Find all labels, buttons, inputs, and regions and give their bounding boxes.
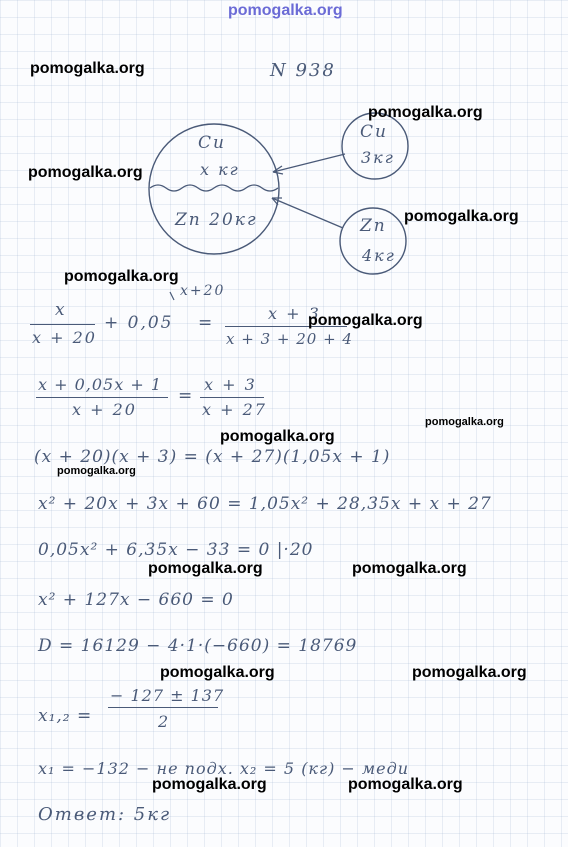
eq1-equals: = — [198, 313, 215, 333]
eq2-equals: = — [178, 386, 195, 406]
roots-label: x₁,₂ = — [38, 706, 93, 726]
eq1-plus: + 0,05 — [104, 313, 174, 333]
line-3: (x + 20)(x + 3) = (x + 27)(1,05x + 1) — [34, 447, 391, 467]
problem-number: N 938 — [270, 60, 336, 81]
eq2-right-den: x + 27 — [202, 400, 267, 419]
wavy-divider — [150, 185, 278, 191]
watermark-10: pomogalka.org — [148, 560, 263, 577]
watermark-6: pomogalka.org — [308, 312, 423, 329]
small-zn-label: Zn — [360, 216, 387, 236]
watermark-7: pomogalka.org — [425, 416, 504, 428]
eq1-annotation: x+20 — [180, 283, 226, 299]
eq1-left-num: x — [55, 300, 67, 320]
answer: Ответ: 5кг — [38, 804, 172, 825]
watermark-12: pomogalka.org — [160, 664, 275, 681]
line-7: D = 16129 − 4·1·(−660) = 18769 — [38, 636, 358, 656]
watermark-11: pomogalka.org — [352, 560, 467, 577]
watermark-14: pomogalka.org — [152, 776, 267, 793]
watermark-4: pomogalka.org — [404, 208, 519, 225]
eq1-left-den: x + 20 — [32, 328, 97, 347]
line-6: x² + 127x − 660 = 0 — [38, 590, 234, 610]
eq2-left-den: x + 20 — [72, 400, 137, 419]
small-zn-mass: 4кг — [362, 246, 396, 265]
line-5: 0,05x² + 6,35x − 33 = 0 |·20 — [38, 540, 314, 560]
eq1-right-num: x + 3 — [268, 304, 321, 323]
eq1-right-den: x + 3 + 20 + 4 — [226, 330, 353, 348]
watermark-5: pomogalka.org — [64, 268, 179, 285]
eq2-right-num: x + 3 — [204, 375, 257, 394]
big-circle-cu-label: Cu — [198, 133, 226, 153]
line-4: x² + 20x + 3x + 60 = 1,05x² + 28,35x + x + 27 — [38, 494, 492, 514]
watermark-13: pomogalka.org — [412, 664, 527, 681]
small-cu-mass: 3кг — [361, 148, 395, 167]
watermark-15: pomogalka.org — [348, 776, 463, 793]
roots-num: − 127 ± 137 — [110, 686, 225, 705]
header-watermark: pomogalka.org — [228, 2, 343, 19]
big-circle-zn: Zn 20кг — [175, 210, 258, 230]
watermark-2: pomogalka.org — [368, 104, 483, 121]
big-circle-cu-mass: x кг — [200, 160, 240, 179]
roots-den: 2 — [158, 712, 171, 731]
watermark-1: pomogalka.org — [30, 60, 145, 77]
small-cu-label: Cu — [360, 122, 388, 142]
watermark-9: pomogalka.org — [57, 465, 136, 477]
watermark-3: pomogalka.org — [28, 164, 143, 181]
arrow-cu — [273, 154, 345, 172]
arrow-zn — [272, 198, 343, 228]
line-9: x₁ = −132 − не подх. x₂ = 5 (кг) − меди — [38, 759, 410, 778]
watermark-8: pomogalka.org — [220, 428, 335, 445]
eq2-left-num: x + 0,05x + 1 — [38, 375, 163, 394]
